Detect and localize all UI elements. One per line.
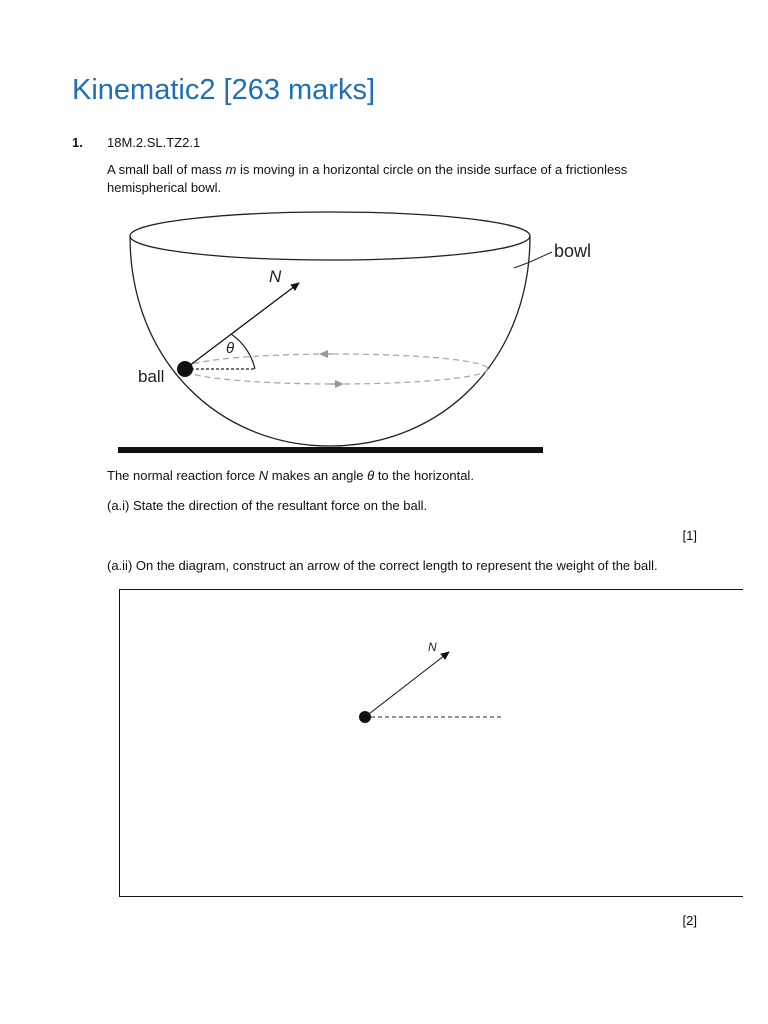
- statement: [107, 467, 707, 485]
- angle-arc: [231, 334, 255, 369]
- table-surface: [118, 447, 543, 453]
- bowl-label-pointer: [514, 252, 552, 268]
- intro-text-3: hemispherical bowl.: [107, 180, 222, 195]
- statement-text-1: The normal reaction force: [107, 468, 259, 483]
- question-code: 18M.2.SL.TZ2.1: [107, 135, 201, 150]
- ball: [177, 361, 193, 377]
- bowl-body: [130, 236, 530, 446]
- bowl-rim: [130, 212, 530, 260]
- answer-normal-arrow: [365, 652, 449, 717]
- statement-text-2: makes an angle: [268, 468, 368, 483]
- normal-force-arrow: [185, 283, 299, 369]
- bowl-label: bowl: [554, 241, 592, 261]
- answer-diagram-box[interactable]: [119, 589, 743, 897]
- theta-label: θ: [226, 340, 235, 357]
- question-number: 1.: [72, 135, 83, 150]
- part-a-i-text: (a.i) State the direction of the resultant force on the ball.: [107, 498, 428, 513]
- intro-text-2: is moving in a horizontal circle on the inside surface of a frictionless: [236, 162, 628, 177]
- statement-text-3: to the horizontal.: [374, 468, 474, 483]
- circular-path: [184, 354, 488, 384]
- part-a-ii-text: (a.ii) On the diagram, construct an arrow of the correct length to represent the weight of the ball.: [107, 558, 658, 573]
- answer-N-label: N: [428, 640, 437, 654]
- ball-label: ball: [138, 367, 165, 386]
- statement-theta: θ: [367, 468, 375, 483]
- bowl-diagram: [118, 210, 598, 460]
- statement-N: N: [258, 468, 269, 483]
- question-intro: [107, 161, 707, 197]
- intro-text-1: A small ball of mass: [107, 162, 226, 177]
- normal-force-label: N: [269, 267, 282, 286]
- page-title: Kinematic2 [263 marks]: [72, 74, 376, 106]
- mass-symbol: m: [225, 162, 237, 177]
- part-a-ii-marks: [2]: [682, 913, 697, 928]
- answer-ball: [359, 711, 371, 723]
- answer-diagram: [120, 590, 743, 896]
- part-a-i-marks: [1]: [682, 528, 697, 543]
